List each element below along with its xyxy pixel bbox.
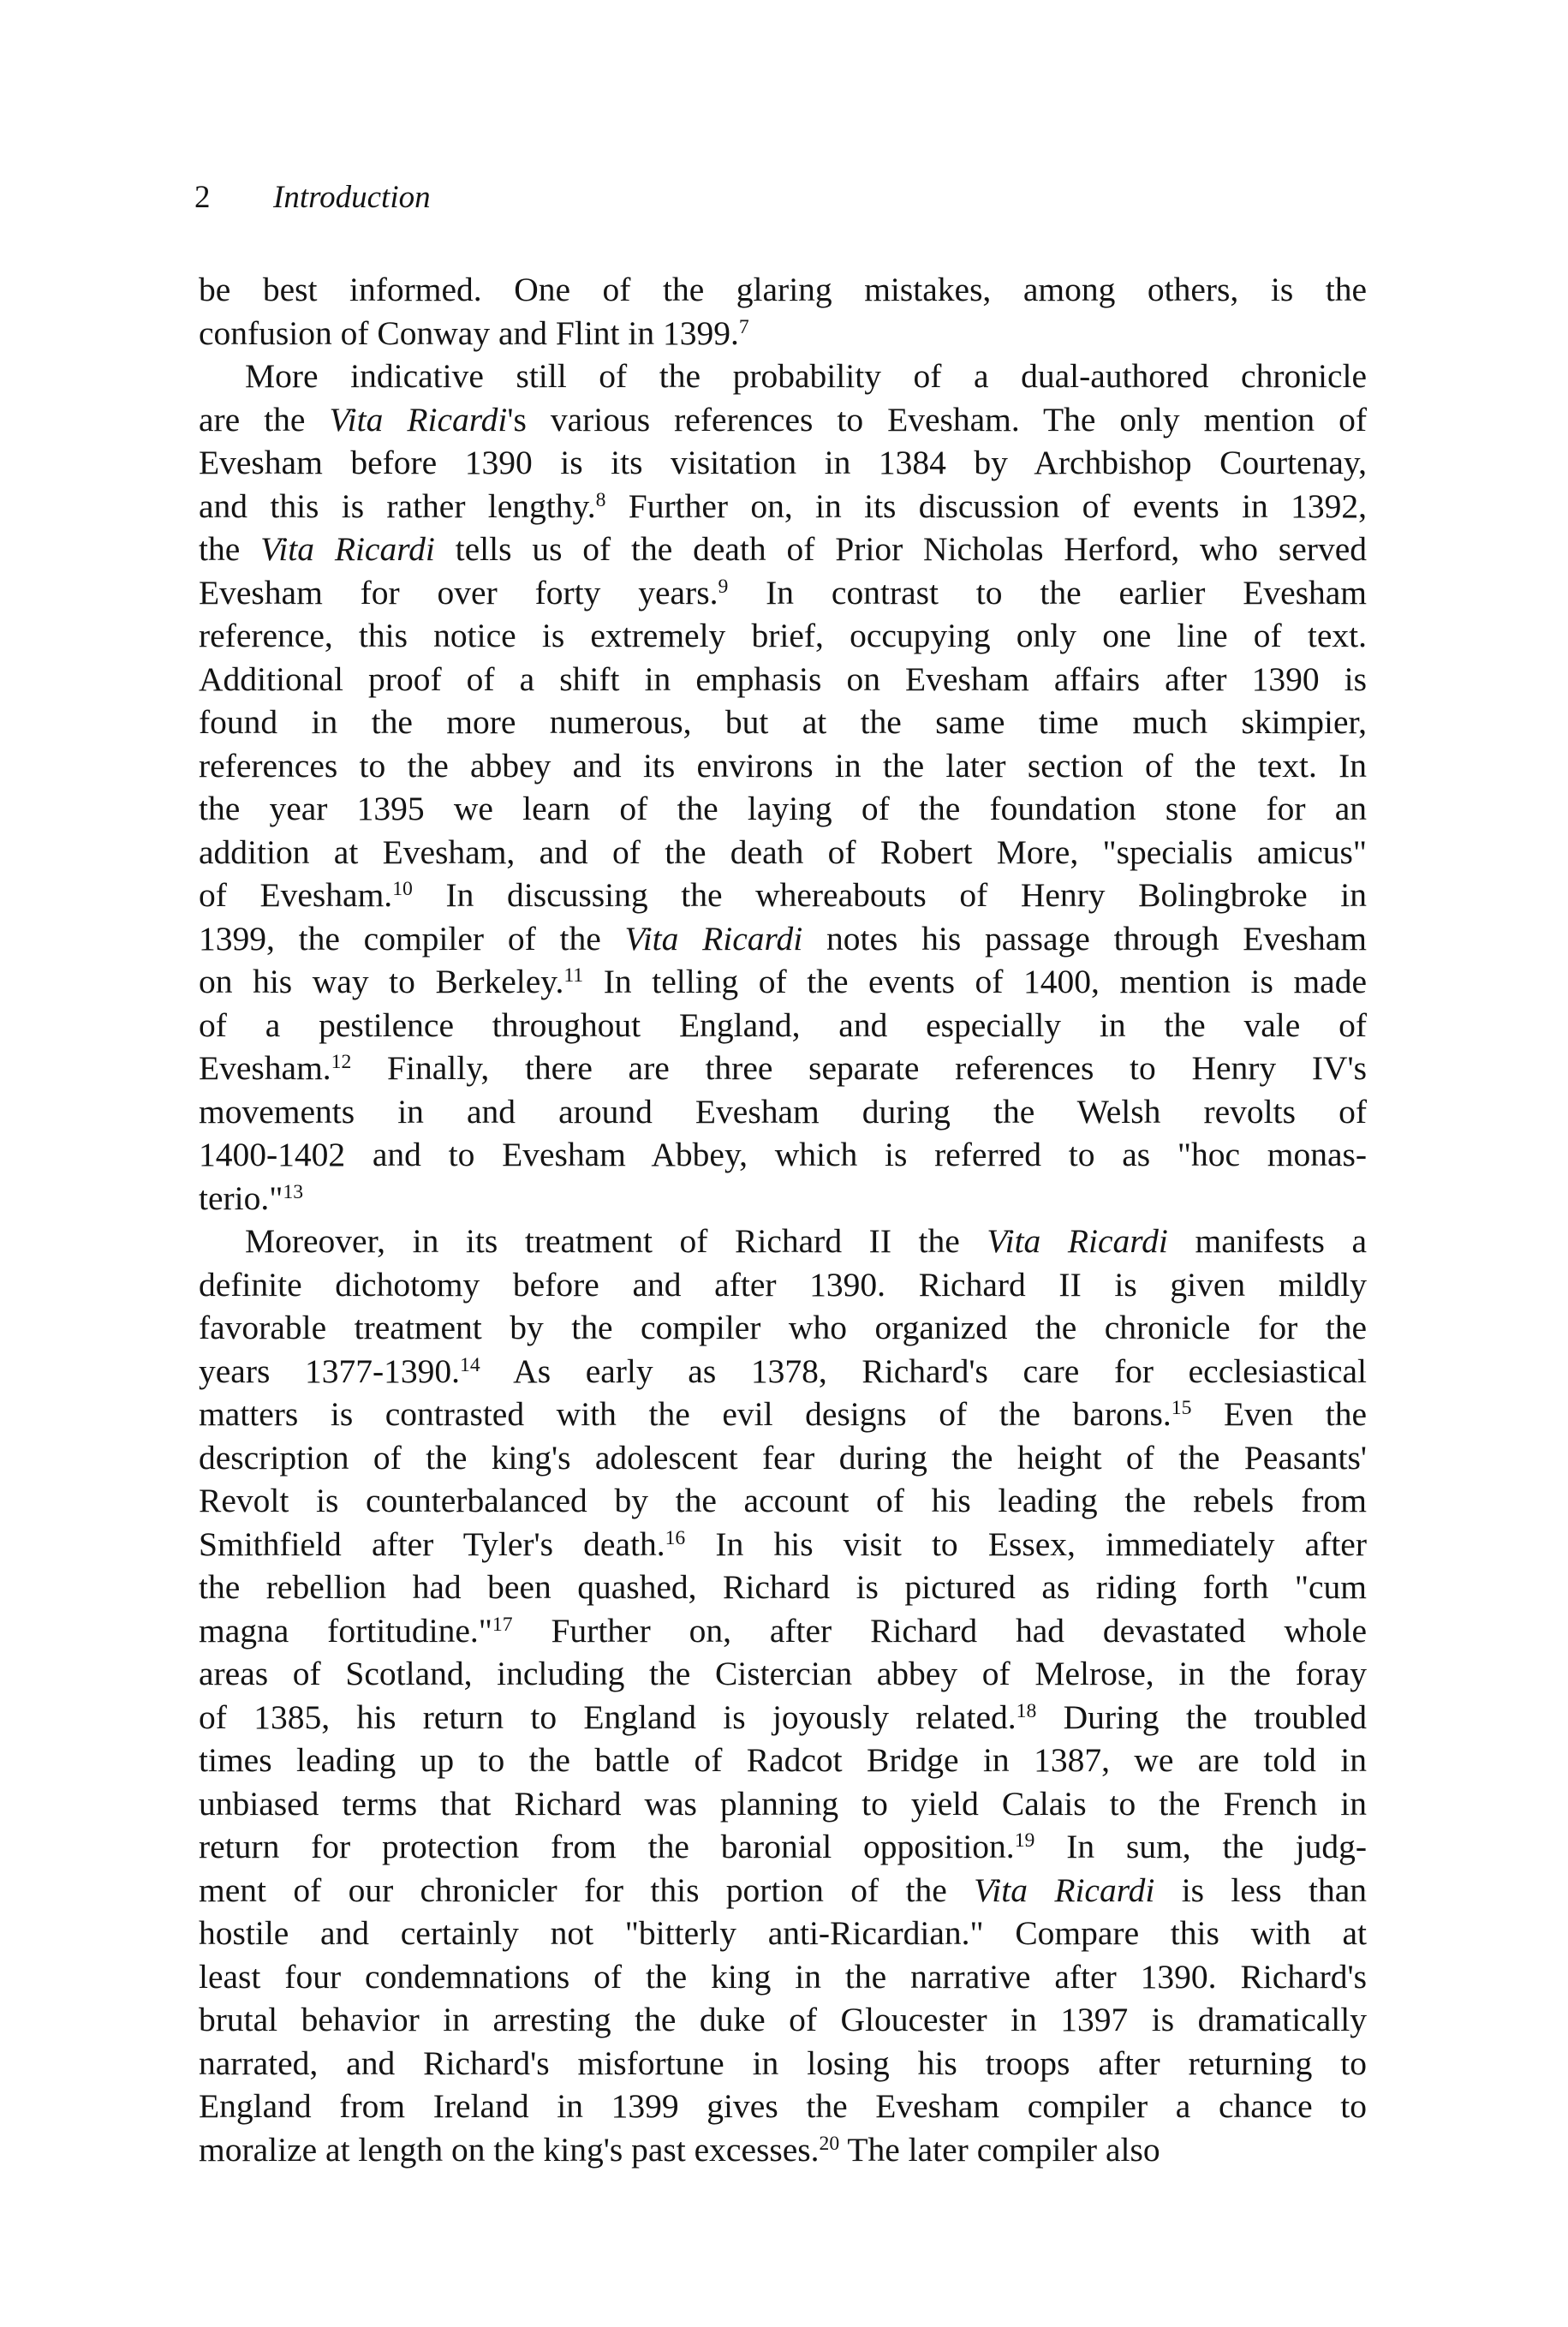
text-line: [199, 1523, 1367, 1566]
footnote-marker: 18: [1016, 1699, 1037, 1722]
footnote-marker: 19: [1014, 1829, 1035, 1852]
text-run: Smithfield after Tyler's death.: [199, 1524, 665, 1563]
text-run: of 1385, his return to England is joyously related.: [199, 1698, 1017, 1736]
text-run: Revolt is counterbalanced by the account of his leading the rebels from: [199, 1482, 1367, 1519]
text-line: [199, 1739, 1367, 1782]
text-line: [199, 1350, 1367, 1393]
text-run: In telling of the events of 1400, mention is made: [583, 963, 1367, 1000]
text-run: As early as 1378, Richard's care for ecclesiastical: [480, 1351, 1367, 1390]
text-run: least four condemnations of the king in the narrative after 1390. Richard's: [199, 1957, 1367, 1996]
text-line: [199, 960, 1367, 1004]
text-line: [199, 1998, 1367, 2042]
text-line: [199, 1004, 1367, 1047]
text-run: years 1377-1390.: [199, 1351, 461, 1390]
text-run: times leading up to the battle of Radcot Bridge in 1387, we are told in: [199, 1741, 1367, 1779]
text-run: Evesham.: [199, 1049, 331, 1087]
footnote-marker: 13: [283, 1180, 304, 1203]
text-line: [199, 1177, 1367, 1220]
text-run: and this is rather lengthy.: [199, 486, 596, 525]
text-line: [199, 398, 1367, 442]
text-run: areas of Scotland, including the Cistercian abbey of Melrose, in the foray: [199, 1655, 1367, 1692]
text-run: magna fortitudine.": [199, 1611, 492, 1650]
footnote-marker: 7: [738, 315, 749, 338]
text-line: [199, 2042, 1367, 2085]
text-run: Evesham for over forty years.: [199, 573, 718, 612]
italic-title: Vita Ricardi: [329, 400, 508, 439]
text-line: [199, 787, 1367, 831]
text-run: hostile and certainly not "bitterly anti-Ricardian." Compare this with at: [199, 1914, 1367, 1952]
footnote-marker: 8: [595, 488, 606, 511]
text-run: return for protection from the baronial opposition.: [199, 1828, 1015, 1865]
text-run: brutal behavior in arresting the duke of Gloucester in 1397 is dramatically: [199, 2001, 1367, 2038]
text-line: [199, 485, 1367, 528]
section-title: Introduction: [273, 180, 431, 215]
text-line: [199, 1133, 1367, 1177]
text-line: [199, 874, 1367, 917]
text-run: narrated, and Richard's misfortune in losing his troops after returning to: [199, 2044, 1367, 2082]
footnote-marker: 12: [331, 1050, 352, 1073]
text-run: In discussing the whereabouts of Henry Bolingbroke in: [412, 876, 1367, 914]
text-run: references to the abbey and its environs in the later section of the text. In: [199, 746, 1367, 785]
text-run: During the troubled: [1036, 1698, 1367, 1736]
text-run: reference, this notice is extremely brief, occupying only one line of text.: [199, 617, 1367, 654]
text-run: description of the king's adolescent fear during the height of the Peasants': [199, 1438, 1367, 1477]
body-text: [199, 268, 1367, 2171]
text-run: found in the more numerous, but at the same time much skimpier,: [199, 703, 1367, 741]
text-line: [199, 1696, 1367, 1739]
footnote-marker: 11: [563, 964, 584, 987]
text-line: [199, 1782, 1367, 1826]
text-line: [199, 1869, 1367, 1912]
text-run: England from Ireland in 1399 gives the Evesham compiler a chance to: [199, 2087, 1367, 2125]
footnote-marker: 20: [819, 2132, 840, 2155]
text-line: [199, 1263, 1367, 1307]
text-line: [199, 1479, 1367, 1523]
text-run: the year 1395 we learn of the laying of the foundation stone for an: [199, 790, 1367, 827]
text-run: In contrast to the earlier Evesham: [728, 573, 1367, 612]
italic-title: Vita Ricardi: [260, 530, 435, 568]
text-line: [199, 571, 1367, 615]
text-line: [199, 1090, 1367, 1134]
text-run: 1400-1402 and to Evesham Abbey, which is referred to as "hoc monas-: [199, 1136, 1367, 1173]
text-run: of Evesham.: [199, 876, 393, 914]
running-head: [194, 176, 431, 219]
text-line: [199, 1955, 1367, 1999]
italic-title: Vita Ricardi: [974, 1871, 1155, 1909]
footnote-marker: 10: [392, 877, 413, 900]
text-line: [199, 614, 1367, 658]
text-run: confusion of Conway and Flint in 1399.: [199, 313, 739, 352]
text-run: 's various references to Evesham. The only mention of: [507, 400, 1367, 439]
footnote-marker: 16: [665, 1526, 686, 1549]
text-line: [199, 355, 1367, 398]
text-run: of a pestilence throughout England, and especially in the vale of: [199, 1005, 1367, 1044]
text-line: [199, 312, 1367, 355]
text-run: manifests a: [1167, 1222, 1367, 1260]
text-run: The later compiler also: [839, 2130, 1160, 2169]
text-run: In his visit to Essex, immediately after: [685, 1524, 1367, 1563]
text-run: favorable treatment by the compiler who organized the chronicle for the: [199, 1309, 1367, 1346]
page-number: 2: [194, 180, 211, 215]
text-run: Finally, there are three separate references to Henry IV's: [351, 1049, 1367, 1087]
text-run: 1399, the compiler of the: [199, 919, 625, 958]
text-run: matters is contrasted with the evil designs of the barons.: [199, 1395, 1172, 1433]
text-run: the: [199, 530, 261, 568]
text-line: [199, 268, 1367, 312]
text-run: addition at Evesham, and of the death of Robert More, "specialis amicus": [199, 832, 1367, 871]
text-run: moralize at length on the king's past excesses.: [199, 2130, 820, 2169]
text-line: [199, 528, 1367, 571]
text-line: [199, 917, 1367, 961]
text-run: ment of our chronicler for this portion of the: [199, 1871, 975, 1909]
text-run: Even the: [1191, 1395, 1367, 1433]
footnote-marker: 17: [492, 1613, 513, 1636]
text-run: Evesham before 1390 is its visitation in 1384 by Archbishop Courtenay,: [199, 444, 1367, 481]
text-run: is less than: [1154, 1871, 1367, 1909]
footnote-marker: 9: [718, 575, 729, 598]
footnote-marker: 15: [1171, 1396, 1192, 1419]
text-run: terio.": [199, 1178, 283, 1217]
text-line: [199, 1393, 1367, 1436]
italic-title: Vita Ricardi: [987, 1222, 1168, 1260]
text-run: on his way to Berkeley.: [199, 963, 564, 1000]
italic-title: Vita Ricardi: [624, 919, 803, 958]
text-line: [199, 1609, 1367, 1653]
text-run: Moreover, in its treatment of Richard II the: [245, 1222, 987, 1260]
text-run: Further on, in its discussion of events in 1392,: [605, 486, 1367, 525]
text-line: [199, 1047, 1367, 1090]
text-line: [199, 1825, 1367, 1869]
text-line: [199, 441, 1367, 485]
text-line: [199, 701, 1367, 744]
text-line: [199, 2085, 1367, 2128]
text-run: definite dichotomy before and after 1390. Richard II is given mildly: [199, 1265, 1367, 1304]
text-line: [199, 831, 1367, 874]
text-line: [199, 2128, 1367, 2172]
text-line: [199, 1566, 1367, 1609]
text-line: [199, 1220, 1367, 1263]
text-run: be best informed. One of the glaring mistakes, among others, is the: [199, 271, 1367, 308]
text-run: tells us of the death of Prior Nicholas Herford, who served: [434, 530, 1367, 568]
text-line: [199, 1912, 1367, 1955]
text-run: movements in and around Evesham during the Welsh revolts of: [199, 1092, 1367, 1131]
text-run: the rebellion had been quashed, Richard is pictured as riding forth "cum: [199, 1568, 1367, 1606]
text-line: [199, 744, 1367, 788]
text-line: [199, 658, 1367, 701]
text-run: More indicative still of the probability of a dual-authored chronicle: [245, 357, 1367, 395]
footnote-marker: 14: [460, 1353, 480, 1376]
text-line: [199, 1306, 1367, 1350]
text-line: [199, 1652, 1367, 1696]
text-run: are the: [199, 400, 330, 439]
text-run: notes his passage through Evesham: [802, 919, 1367, 958]
text-run: Additional proof of a shift in emphasis on Evesham affairs after 1390 is: [199, 659, 1367, 698]
text-run: Further on, after Richard had devastated whole: [512, 1611, 1367, 1650]
text-run: unbiased terms that Richard was planning to yield Calais to the French in: [199, 1784, 1367, 1823]
text-run: In sum, the judg-: [1034, 1828, 1367, 1865]
text-line: [199, 1436, 1367, 1480]
